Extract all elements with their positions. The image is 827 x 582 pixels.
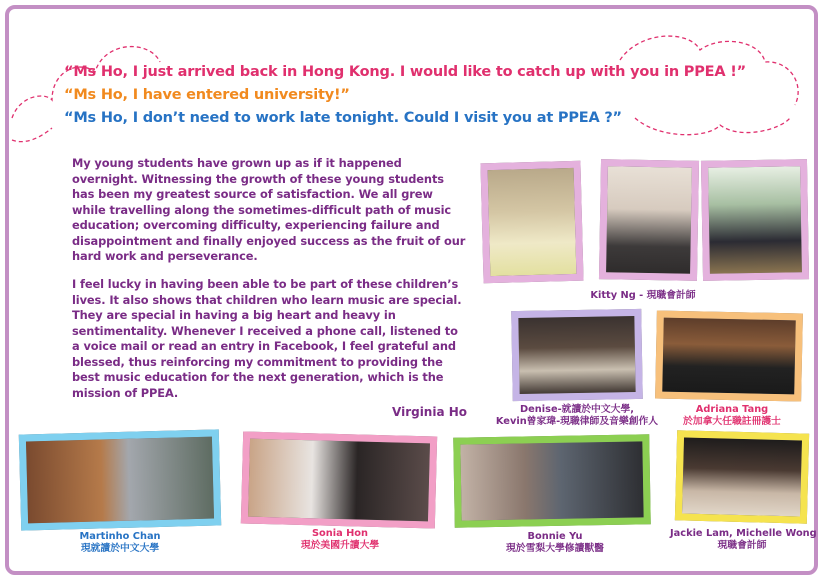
photo-adriana <box>655 310 803 401</box>
caption-martinho-line2: 現就讀於中文大學 <box>80 543 160 554</box>
photo-kitty-teen <box>599 159 699 281</box>
quote-visit: “Ms Ho, I don’t need to work late tonight. Could I visit you at PPEA ?” <box>64 110 622 126</box>
photo-martinho <box>19 429 221 530</box>
photo-kitty-graduation <box>701 159 809 281</box>
photo-jackie-michelle <box>675 430 809 523</box>
caption-adriana-line1: Adriana Tang <box>695 404 769 415</box>
caption-martinho-line1: Martinho Chan <box>79 531 161 542</box>
caption-sonia-line1: Sonia Hon <box>311 528 369 539</box>
paragraph-growth: My young students have grown up as if it happened overnight. Witnessing the growth of these young students has been my greatest source of satisfaction. We all grew while travelling along the sometimes-difficult path of music education; overcoming difficulty, experiencing failure and disappointment and finally enjoyed success as the fruit of our hard work and perseverance. <box>72 156 466 263</box>
photo-sonia <box>241 431 437 528</box>
caption-denise-line2: Kevin曾家瑋-現職律師及音樂創作人 <box>495 416 659 427</box>
photo-bonnie <box>453 434 651 527</box>
caption-jackie-line2: 現職會計師 <box>717 540 767 551</box>
caption-jackie-line1: Jackie Lam, Michelle Wong <box>670 528 817 539</box>
caption-bonnie-line1: Bonnie Yu <box>527 531 583 542</box>
caption-denise-line1: Denise-就讀於中文大學, <box>520 404 634 415</box>
paragraph-lucky: I feel lucky in having been able to be part of these children’s lives. It also shows that children who learn music are special. They are special in having a big heart and heavy in sentimentality. Whenever I received a phone call, listened to a voice mail or read an entry in Facebook, I feel grateful and blessed, thus reinforcing my commitment to providing the best music education for the next generation, which is the mission of PPEA. <box>72 277 462 400</box>
caption-adriana-line2: 於加拿大任職註冊護士 <box>683 416 781 427</box>
caption-bonnie-line2: 現於雪梨大學修讀獸醫 <box>506 543 604 554</box>
photo-kitty-child <box>480 161 583 284</box>
quote-return: “Ms Ho, I just arrived back in Hong Kong. I would like to catch up with you in PPEA !” <box>64 64 746 80</box>
signature: Virginia Ho <box>392 405 468 419</box>
quote-university: “Ms Ho, I have entered university!” <box>64 87 350 103</box>
caption-sonia-line2: 現於美國升讀大學 <box>300 540 380 551</box>
photo-denise-kevin <box>511 309 643 401</box>
caption-kitty: Kitty Ng - 現職會計師 <box>590 290 696 301</box>
